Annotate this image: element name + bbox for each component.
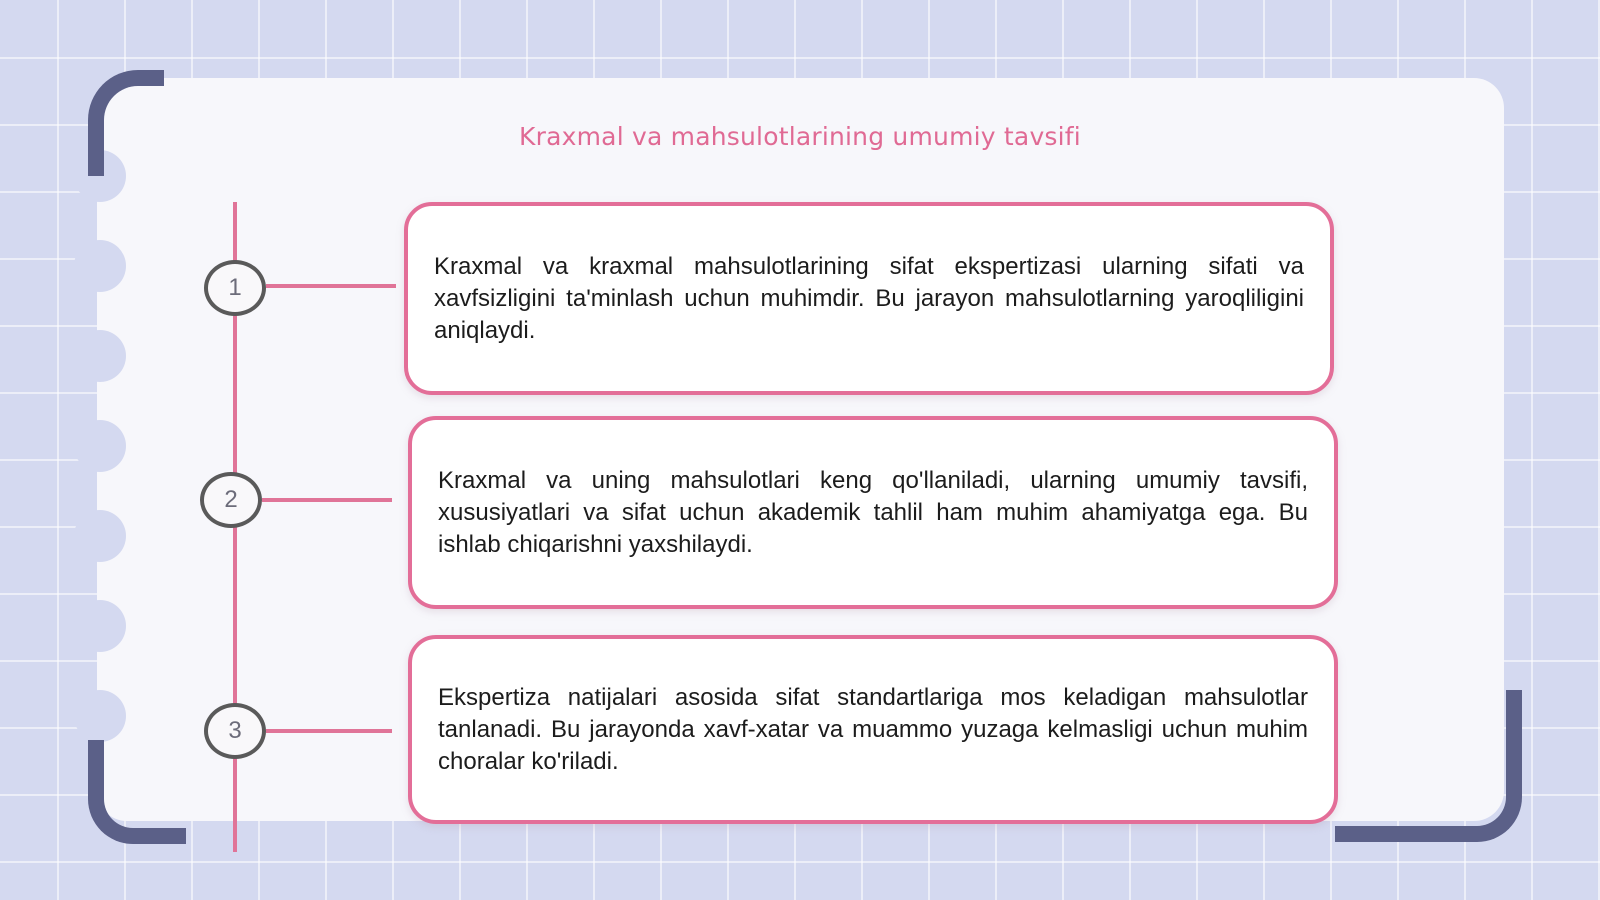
- card-notch: [74, 420, 126, 472]
- step-number-1: [204, 260, 266, 316]
- step-number-label: 3: [228, 717, 242, 744]
- step-card-3: [408, 635, 1338, 824]
- step-text-1: Kraxmal va kraxmal mahsulotlarining sifat ekspertizasi ularning sifati va xavfsizligini ta'minlash uchun muhimdir. Bu jarayon mahsulotlarning yaroqliligini aniqlaydi.: [434, 252, 1304, 344]
- step-card-1: [404, 202, 1334, 395]
- frame-corner-bottom-right: [1335, 690, 1522, 842]
- step-connector-2: [262, 498, 392, 502]
- step-connector-1: [266, 284, 396, 288]
- step-text-2: Kraxmal va uning mahsulotlari keng qo'llaniladi, ularning umumiy tavsifi, xususiyatlari va sifat uchun akademik tahlil ham muhim ahamiyatga ega. Bu ishlab chiqarishni yaxshilaydi.: [438, 466, 1308, 558]
- card-notch: [74, 510, 126, 562]
- step-number-2: [200, 472, 262, 528]
- slide-title: Kraxmal va mahsulotlarining umumiy tavsifi: [519, 122, 1081, 151]
- card-notch: [74, 240, 126, 292]
- step-text-3: Ekspertiza natijalari asosida sifat standartlariga mos keladigan mahsulotlar tanlanadi. Bu jarayonda xavf-xatar va muammo yuzaga kelmasligi uchun muhim choralar ko'riladi.: [438, 683, 1308, 775]
- step-connector-3: [266, 729, 392, 733]
- step-number-3: [204, 703, 266, 759]
- frame-corner-bottom-left: [88, 740, 186, 844]
- card-notch: [74, 690, 126, 742]
- card-notch: [74, 600, 126, 652]
- card-notch: [74, 330, 126, 382]
- step-number-label: 2: [224, 486, 238, 513]
- step-number-label: 1: [228, 274, 242, 301]
- step-card-2: [408, 416, 1338, 609]
